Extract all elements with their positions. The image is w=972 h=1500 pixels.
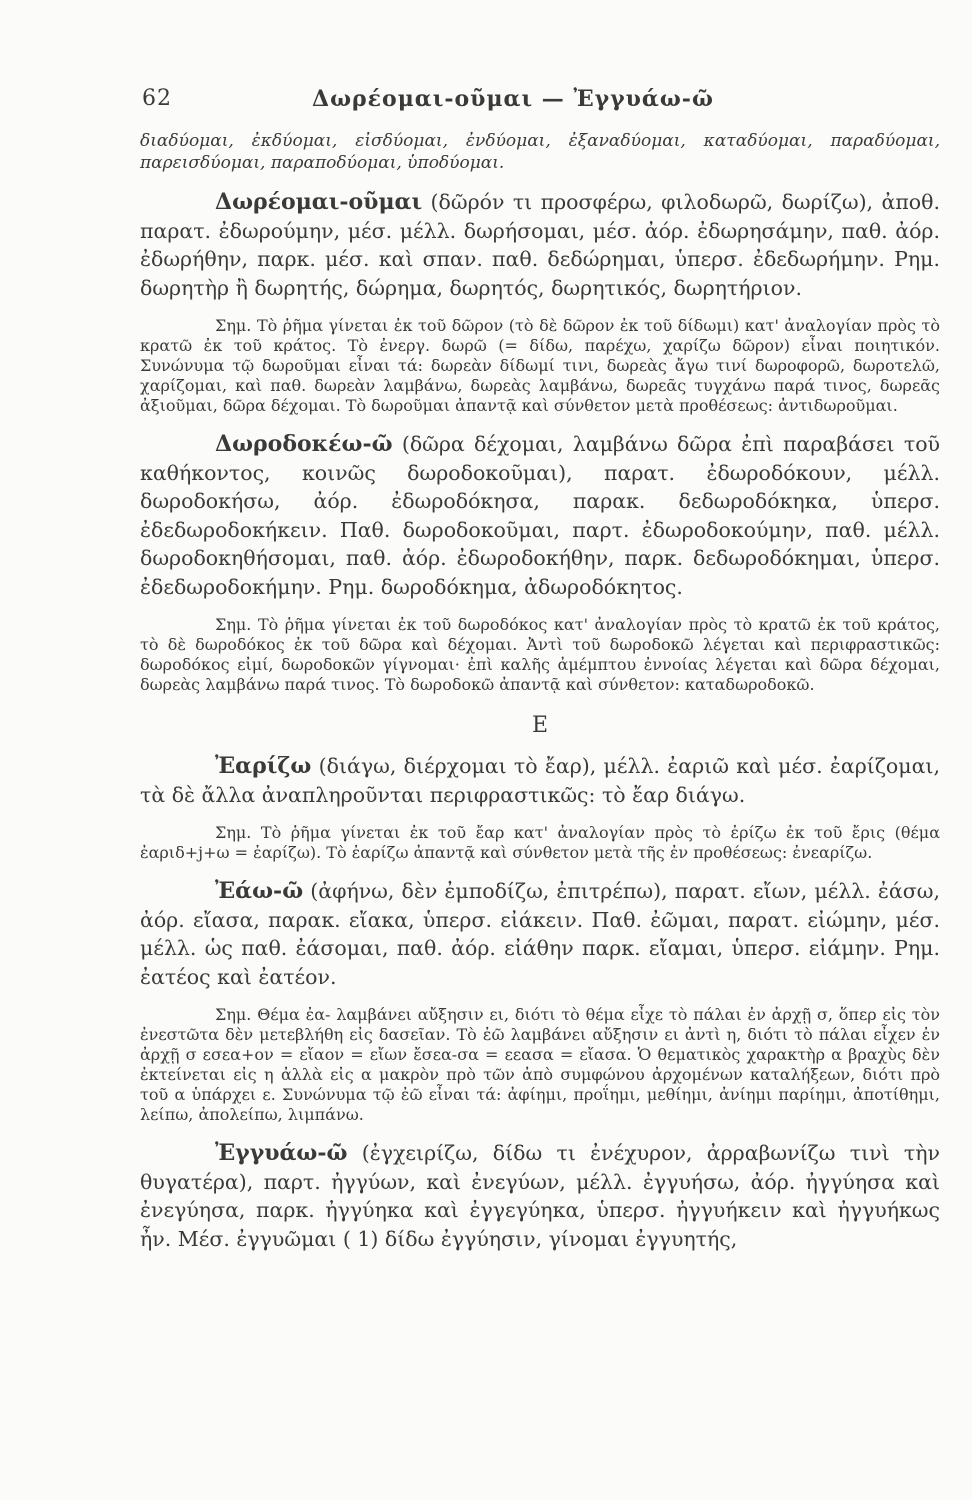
note-eao: Σημ. Θέμα ἐα- λαμβάνει αὔξησιν ει, διότι τὸ θέμα εἶχε τὸ πάλαι ἐν ἀρχῇ σ, ὅπερ εἰς τὸν ἐνεστῶτα δὲν μετεβλήθη εἰς δασεῖαν. Τὸ ἐῶ λαμβάνει αὔξησιν ει ἀντὶ η, διότι τὸ πάλαι εἶχεν ἐν ἀρχῇ σ εσεα+ον = εἴαον = εἴων ἔσεα-σα = εεασα = εἴασα. Ὁ θεματικὸς χαρακτὴρ α βραχὺς δὲν ἐκτείνεται εἰς η ἀλλὰ εἰς α μακρὸν πρὸ τῶν ἀπὸ συμφώνου ἀρχομένων καταλήξεων, διότι πρὸ τοῦ α ὑπάρχει ε. Συνώνυμα τῷ ἐῶ εἶναι τά: ἀφίημι, προΐημι, μεθίημι, ἀνίημι παρίημι, ἀποτίθημι, λείπω, ἀπολείπω, λιμπάνω. [140,1005,940,1124]
entry-eao [140,877,940,991]
page-content [140,130,940,1253]
note-earizo: Σημ. Τὸ ῥῆμα γίνεται ἐκ τοῦ ἔαρ κατ' ἀναλογίαν πρὸς τὸ ἐρίζω ἐκ τοῦ ἔρις (θέμα ἐαριδ+j+ω = ἐαρίζω). Τὸ ἐαρίζω ἀπαντᾷ καὶ σύνθετον μετὰ τῆς ἐν προθέσεως: ἐνεαρίζω. [140,823,940,862]
note-doreomai: Σημ. Τὸ ῥῆμα γίνεται ἐκ τοῦ δῶρον (τὸ δὲ δῶρον ἐκ τοῦ δίδωμι) κατ' ἀναλογίαν πρὸς τὸ κρατῶ ἐκ τοῦ κράτος. Τὸ ἐνεργ. δωρῶ (= δίδω, παρέχω, χαρίζω δῶρον) εἶναι ποιητικόν. Συνώνυμα τῷ δωροῦμαι εἶναι τά: δωρεὰν δίδωμί τινι, δωρεὰς ἄγω τινί δωροφορῶ, δωροτελῶ, χαρίζομαι, καὶ παθ. δωρεὰν λαμβάνω, δωρεὰς λαμβάνω, δωρεᾶς τυγχάνω παρά τινος, δωρεᾶς ἀξιοῦμαι, δῶρα δέχομαι. Τὸ δωροῦμαι ἀπαντᾷ καὶ σύνθετον μετὰ προθέσεως: ἀντιδωροῦμαι. [140,316,940,415]
headword: Ἐάω-ῶ [215,878,304,904]
note-dorodokeo: Σημ. Τὸ ῥῆμα γίνεται ἐκ τοῦ δωροδόκος κατ' ἀναλογίαν πρὸς τὸ κρατῶ ἐκ τοῦ κράτος, τὸ δὲ δωροδόκος ἐκ τοῦ δῶρα καὶ δέχομαι. Ἀντὶ τοῦ δωροδοκῶ λέγεται καὶ περιφραστικῶς: δωροδόκος εἰμί, δωροδοκῶν γίγνομαι· ἐπὶ καλῆς ἀμέμπτου ἐννοίας λέγεται καὶ δῶρα δέχομαι, δωρεὰς λαμβάνω παρά τινος. Τὸ δωροδοκῶ ἀπαντᾷ καὶ σύνθετον: καταδωροδοκῶ. [140,615,940,694]
entry-body: (ἐγχειρίζω, δίδω τι ἐνέχυρον, ἀρραβωνίζω τινὶ τὴν θυγατέρα), παρτ. ἠγγύων, καὶ ἐνεγύων, μέλλ. ἐγγυήσω, ἀόρ. ἠγγύησα καὶ ἐνεγύησα, παρκ. ἠγγύηκα καὶ ἐγγεγύηκα, ὑπερσ. ἠγγυήκειν καὶ ἠγγυήκως ἦν. Μέσ. ἐγγυῶμαι ( 1) δίδω ἐγγύησιν, γίνομαι ἐγγυητής, [140,1141,940,1251]
entry-body: (δῶρόν τι προσφέρω, φιλοδωρῶ, δωρίζω), ἀποθ. παρατ. ἐδωρούμην, μέσ. μέλλ. δωρήσομαι, μέσ. ἀόρ. ἐδωρησάμην, παθ. ἀόρ. ἐδωρήθην, παρκ. μέσ. καὶ σπαν. παθ. δεδώρημαι, ὑπερσ. ἐδεδωρήμην. Ρημ. δωρητὴρ ἢ δωρητής, δώρημα, δωρητός, δωρητικός, δωρητήριον. [140,190,940,300]
headword: Δωροδοκέω-ῶ [215,431,393,457]
entry-doreomai [140,188,940,302]
headword: Δωρέομαι-οῦμαι [215,189,423,215]
headword: Ἐαρίζω [215,753,312,779]
entry-body: (δῶρα δέχομαι, λαμβάνω δῶρα ἐπὶ παραβάσει τοῦ καθήκοντος, κοινῶς δωροδοκοῦμαι), παρατ. ἐδωροδόκουν, μέλλ. δωροδοκήσω, ἀόρ. ἐδωροδόκησα, παρακ. δεδωροδόκηκα, ὑπερσ. ἐδεδωροδοκήκειν. Παθ. δωροδοκοῦμαι, παρτ. ἐδωροδοκούμην, παθ. μέλλ. δωροδοκηθήσομαι, παθ. ἀόρ. ἐδωροδοκήθην, παρκ. δεδωροδόκημαι, ὑπερσ. ἐδεδωροδοκήμην. Ρημ. δωροδόκημα, ἀδωροδόκητος. [140,432,940,599]
running-title: Δωρέομαι-οῦμαι — Ἐγγυάω-ῶ [312,86,714,112]
section-letter: Ε [531,713,549,738]
entry-dorodokeo [140,430,940,601]
entry-earizo [140,752,940,809]
page-number: 62 [142,86,172,111]
entry-engyao [140,1139,940,1253]
headword: Ἐγγυάω-ῶ [215,1140,348,1166]
entry-body: (ἀφήνω, δὲν ἐμποδίζω, ἐπιτρέπω), παρατ. εἴων, μέλλ. ἐάσω, ἀόρ. εἴασα, παρακ. εἴακα, ὑπερσ. εἰάκειν. Παθ. ἐῶμαι, παρατ. εἰώμην, μέσ. μέλλ. ὡς παθ. ἐάσομαι, παθ. ἀόρ. εἰάθην παρκ. εἴαμαι, ὑπερσ. εἰάμην. Ρημ. ἐατέος καὶ ἐατέον. [140,879,940,989]
entry-body: (διάγω, διέρχομαι τὸ ἔαρ), μέλλ. ἐαριῶ καὶ μέσ. ἐαρίζομαι, τὰ δὲ ἄλλα ἀναπληροῦνται περιφραστικῶς: τὸ ἔαρ διάγω. [140,754,940,807]
continuation-text: διαδύομαι, ἐκδύομαι, εἰσδύομαι, ἐνδύομαι, ἐξαναδύομαι, καταδύομαι, παραδύομαι, παρεισδύομαι, παραποδύομαι, ὑποδύομαι. [140,131,940,173]
